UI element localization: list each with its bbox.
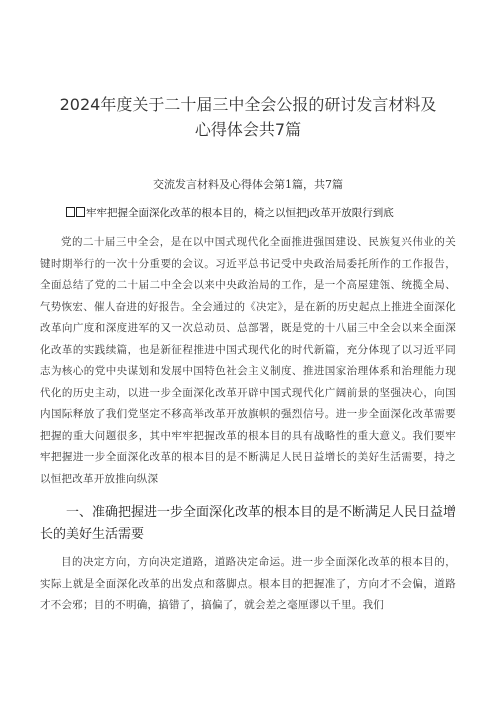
- document-title: [40, 0, 456, 142]
- title-line-1: 2024年度关于二十届三中全会公报的研讨发言材料及: [59, 95, 437, 114]
- document-subtitle: 交流发言材料及心得体会第1篇，共7篇: [153, 178, 343, 191]
- placeholder-box-icon: [76, 207, 85, 217]
- title-line-2: 心得体会共7篇: [194, 120, 302, 139]
- section-heading-1: 一、准确把握进一步全面深化改革的根本目的是不断满足人民日益增长的美好生活需要: [40, 505, 457, 542]
- lead-text: 牢牢把握全面深化改革的根本目的，椅之以恒把j改革开放限行到底: [86, 207, 394, 219]
- body-paragraph-1: 党的二十届三中全会，是在以中国式现代化全面推进强国建设、民族复兴伟业的关键时期举行的一次十分重要的会议。习近平总书记受中央政治局委托所作的工作报告，全面总结了党的二十届二中全会以来中央政治局的工作，是一个高屋建瓴、统揽全局、气势恢宏、催人奋进的好报告。全会通过的《决定》，是在新的历史起点上推进全面深化改革向广度和深度进军的又一次总动员、总部署，既是党的十八届三中全会以来全面深化改革的实践续篇，也是新征程推进中国式现代化的时代新篇，充分体现了以习近平同志为核心的党中央谋划和发展中国特色社会主义制度、推进国家治理体系和治理能力现代化的历史主动，以进一步全面深化改革开辟中国式现代化广阔前景的坚强决心，向国内国际释放了我们党坚定不移高举改革开放旗帜的强烈信号。进一步全面深化改革需要把握的重大问题很多，其中牢牢把握改革的根本目的具有战略性的重大意义。我们要牢牢把握进一步全面深化改革的根本目的是不断满足人民日益增长的美好生活需要，持之以恒把改革开放推向纵深: [40, 236, 456, 485]
- body-paragraph-2: 目的决定方向，方向决定道路，道路决定命运。进一步全面深化改革的根本目的，实际上就是全面深化改革的出发点和落脚点。根本目的把握准了，方向才不会偏，道路才不会邪；目的不明确，搞错了，搞偏了，就会差之毫厘谬以千里。我们: [40, 556, 456, 611]
- placeholder-box-icon: [66, 207, 75, 217]
- lead-line: [40, 205, 456, 221]
